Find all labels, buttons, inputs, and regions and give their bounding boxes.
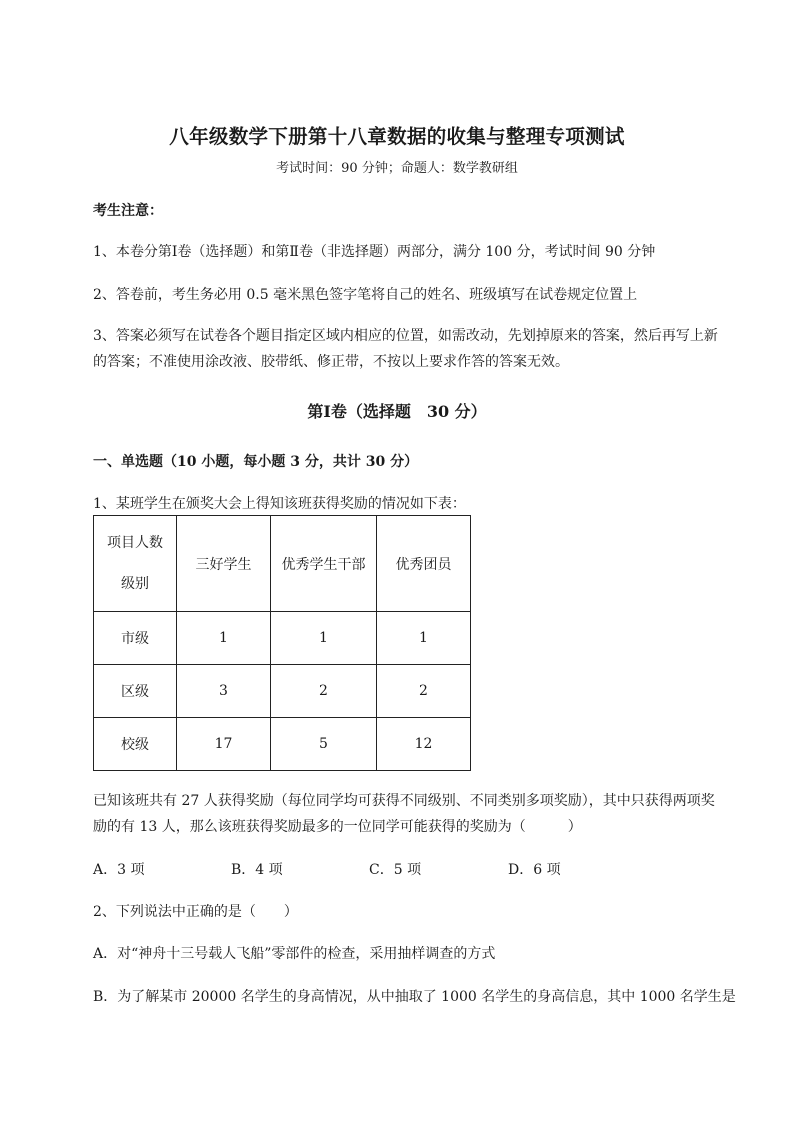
- row-label: 校级: [94, 718, 177, 771]
- notice-item-3-continued: 的答案；不准使用涂改液、胶带纸、修正带，不按以上要求作答的答案无效。: [93, 354, 569, 370]
- table-corner-cell: [94, 516, 177, 612]
- table-cell: 12: [377, 718, 471, 771]
- part-heading: 一、单选题（10 小题，每小题 3 分，共计 30 分）: [93, 454, 419, 470]
- corner-top-label: 项目人数: [107, 534, 163, 551]
- table-cell: 1: [271, 612, 377, 665]
- table-header-row: [94, 516, 471, 612]
- question-1-option-a: A．3 项: [93, 862, 145, 878]
- table-cell: 1: [177, 612, 271, 665]
- question-1-option-d: D．6 项: [508, 862, 561, 878]
- row-label: 市级: [94, 612, 177, 665]
- question-1-text-line-2: 励的有 13 人，那么该班获得奖励最多的一位同学可能获得的奖励为（ ）: [93, 819, 582, 835]
- section-title: 第Ⅰ卷（选择题 30 分）: [307, 402, 487, 421]
- table-row: [94, 718, 471, 771]
- column-header: 优秀团员: [377, 516, 471, 612]
- table-cell: 1: [377, 612, 471, 665]
- table-cell: 2: [377, 665, 471, 718]
- question-1-option-b: B．4 项: [231, 862, 283, 878]
- page-title: 八年级数学下册第十八章数据的收集与整理专项测试: [169, 125, 625, 148]
- question-1-option-c: C．5 项: [369, 862, 422, 878]
- column-header: 优秀学生干部: [271, 516, 377, 612]
- table-row: [94, 665, 471, 718]
- awards-table: [93, 515, 471, 771]
- question-2-option-b: B．为了解某市 20000 名学生的身高情况，从中抽取了 1000 名学生的身高信息，其中 1000 名学生是: [93, 989, 736, 1005]
- question-2-option-a: A．对“神舟十三号载人飞船”零部件的检查，采用抽样调查的方式: [93, 946, 496, 962]
- corner-bottom-label: 级别: [121, 575, 149, 592]
- notice-item-2: 2、答卷前，考生务必用 0.5 毫米黑色签字笔将自己的姓名、班级填写在试卷规定位置上: [93, 287, 638, 303]
- column-header: 三好学生: [177, 516, 271, 612]
- table-cell: 17: [177, 718, 271, 771]
- question-1-stem: 1、某班学生在颁奖大会上得知该班获得奖励的情况如下表：: [93, 496, 466, 512]
- question-1-text-line-1: 已知该班共有 27 人获得奖励（每位同学均可获得不同级别、不同类别多项奖励），其中只获得两项奖: [93, 793, 715, 809]
- notice-item-1: 1、本卷分第Ⅰ卷（选择题）和第Ⅱ卷（非选择题）两部分，满分 100 分，考试时间 90 分钟: [93, 244, 656, 260]
- table-cell: 3: [177, 665, 271, 718]
- exam-subtitle: 考试时间：90 分钟；命题人：数学教研组: [276, 161, 518, 176]
- table-cell: 5: [271, 718, 377, 771]
- notice-heading: 考生注意：: [93, 203, 163, 219]
- notice-item-3: 3、答案必须写在试卷各个题目指定区域内相应的位置，如需改动，先划掉原来的答案，然后再写上新: [93, 328, 718, 344]
- table-row: [94, 612, 471, 665]
- row-label: 区级: [94, 665, 177, 718]
- question-2-stem: 2、下列说法中正确的是（ ）: [93, 904, 298, 920]
- table-cell: 2: [271, 665, 377, 718]
